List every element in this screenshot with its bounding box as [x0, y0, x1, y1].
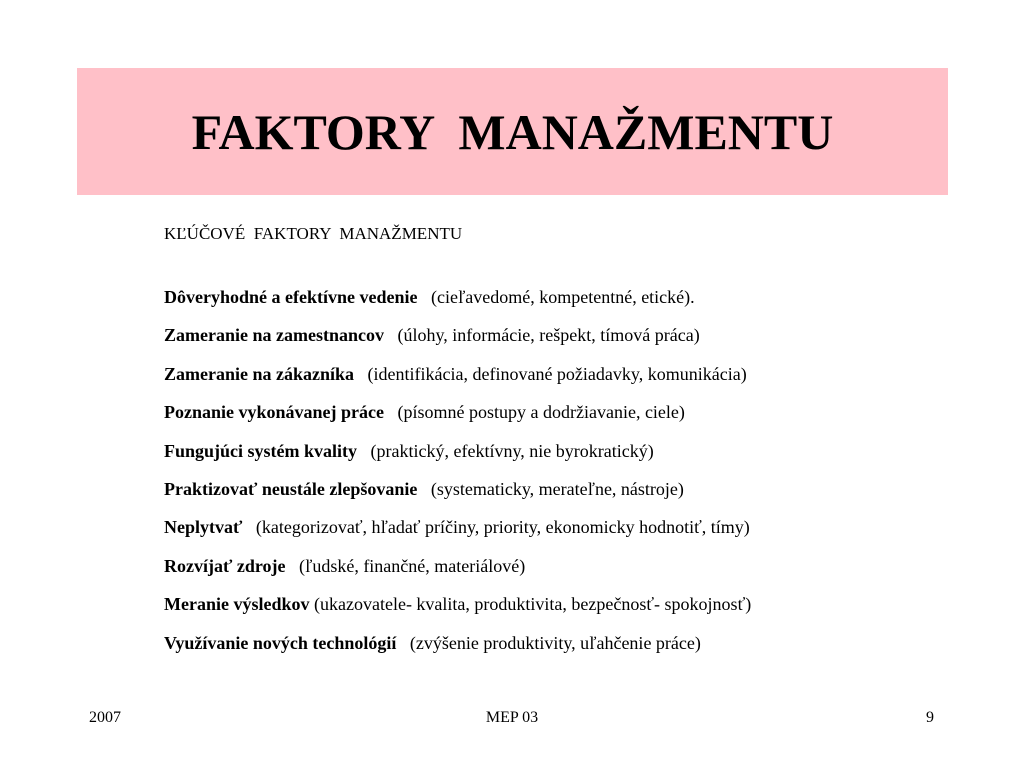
item-detail: (praktický, efektívny, nie byrokratický) [357, 440, 654, 461]
item-detail: (písomné postupy a dodržiavanie, ciele) [384, 402, 685, 423]
list-item [164, 285, 944, 309]
item-term: Meranie výsledkov [164, 594, 310, 615]
item-term: Praktizovať neustále zlepšovanie [164, 478, 418, 499]
list-item [164, 515, 944, 539]
item-term: Zameranie na zákazníka [164, 363, 355, 384]
list-item [164, 477, 944, 501]
list-item [164, 592, 944, 616]
item-detail: (zvýšenie produktivity, uľahčenie práce) [396, 632, 701, 653]
list-item [164, 631, 944, 655]
list-item [164, 362, 944, 386]
slide-title: FAKTORY MANAŽMENTU [191, 103, 834, 160]
list-item [164, 439, 944, 463]
item-term: Rozvíjať zdroje [164, 555, 286, 576]
footer-page-number: 9 [926, 709, 934, 726]
factor-list [164, 285, 944, 669]
item-detail: (ukazovatele- kvalita, produktivita, bezpečnosť- spokojnosť) [309, 594, 752, 615]
list-item [164, 554, 944, 578]
footer-center-label: MEP 03 [485, 709, 539, 726]
item-detail: (systematicky, merateľne, nástroje) [417, 478, 684, 499]
item-term: Fungujúci systém kvality [164, 440, 358, 461]
item-term: Dôveryhodné a efektívne vedenie [164, 287, 418, 307]
footer-year: 2007 [89, 709, 121, 726]
item-term: Zameranie na zamestnancov [164, 325, 384, 346]
item-detail: (úlohy, informácie, rešpekt, tímová práca) [383, 325, 700, 346]
item-term: Využívanie nových technológií [164, 632, 397, 653]
title-banner [77, 68, 948, 195]
item-detail: (kategorizovať, hľadať príčiny, priority, ekonomicky hodnotiť, tímy) [242, 517, 750, 538]
item-detail: (cieľavedomé, kompetentné, etické). [417, 287, 695, 307]
item-term: Poznanie vykonávanej práce [164, 402, 384, 423]
item-term: Neplytvať [164, 517, 243, 538]
list-item [164, 323, 944, 347]
section-heading: KĽÚČOVÉ FAKTORY MANAŽMENTU [164, 224, 463, 243]
item-detail: (identifikácia, definované požiadavky, komunikácia) [354, 363, 747, 384]
list-item [164, 400, 944, 424]
item-detail: (ľudské, finančné, materiálové) [285, 555, 526, 576]
